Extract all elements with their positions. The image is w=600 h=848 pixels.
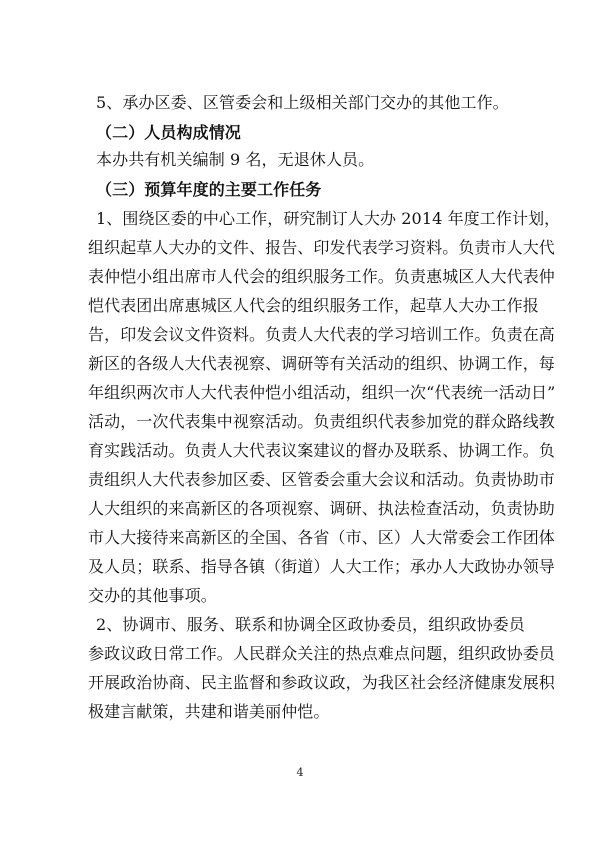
paragraph-line: 新区的各级人大代表视察、调研等有关活动的组织、协调工作，每: [88, 354, 555, 373]
paragraph-line: 育实践活动。负责人大代表议案建议的督办及联系、协调工作。负: [88, 441, 555, 460]
paragraph-line: 告，印发会议文件资料。负责人大代表的学习培训工作。负责在高: [88, 325, 555, 344]
paragraph-line: 年组织两次市人大代表仲恺小组活动，组织一次“代表统一活动日”: [88, 383, 556, 402]
paragraph-line: 开展政治协商、民主监督和参政议政，为我区社会经济健康发展积: [88, 673, 555, 692]
paragraph-line: 市人大接待来高新区的全国、各省（市、区）人大常委会工作团体: [88, 528, 555, 547]
paragraph-line: 恺代表团出席惠城区人代会的组织服务工作，起草人大办工作报: [88, 296, 539, 315]
paragraph-line: 活动，一次代表集中视察活动。负责组织代表参加党的群众路线教: [88, 412, 555, 431]
paragraph-line: 及人员；联系、指导各镇（街道）人大工作；承办人大政协办领导: [88, 557, 555, 576]
paragraph-line: 人大组织的来高新区的各项视察、调研、执法检查活动，负责协助: [88, 499, 555, 518]
item-5-text: 5、承办区委、区管委会和上级相关部门交办的其他工作。: [96, 93, 509, 112]
paragraph-line: 1、围绕区委的中心工作，研究制订人大办 2014 年度工作计划，: [96, 209, 561, 228]
section-2-heading: （二）人员构成情况: [96, 123, 241, 142]
page-number: 4: [296, 766, 304, 779]
section-3-heading: （三）预算年度的主要工作任务: [96, 180, 322, 199]
paragraph-line: 责组织人大代表参加区委、区管委会重大会议和活动。负责协助市: [88, 470, 555, 489]
paragraph-line: 组织起草人大办的文件、报告、印发代表学习资料。负责市人大代: [88, 238, 555, 257]
paragraph-line: 交办的其他事项。: [88, 586, 217, 605]
paragraph-line: 极建言献策，共建和谐美丽仲恺。: [88, 702, 330, 721]
paragraph-line: 参政议政日常工作。人民群众关注的热点难点问题，组织政协委员: [88, 644, 555, 663]
paragraph-line: 表仲恺小组出席市人代会的组织服务工作。负责惠城区人大代表仲: [88, 267, 555, 286]
paragraph-line: 2、协调市、服务、联系和协调全区政协委员，组织政协委员: [96, 615, 525, 634]
section-2-text: 本办共有机关编制 9 名，无退休人员。: [96, 150, 375, 169]
